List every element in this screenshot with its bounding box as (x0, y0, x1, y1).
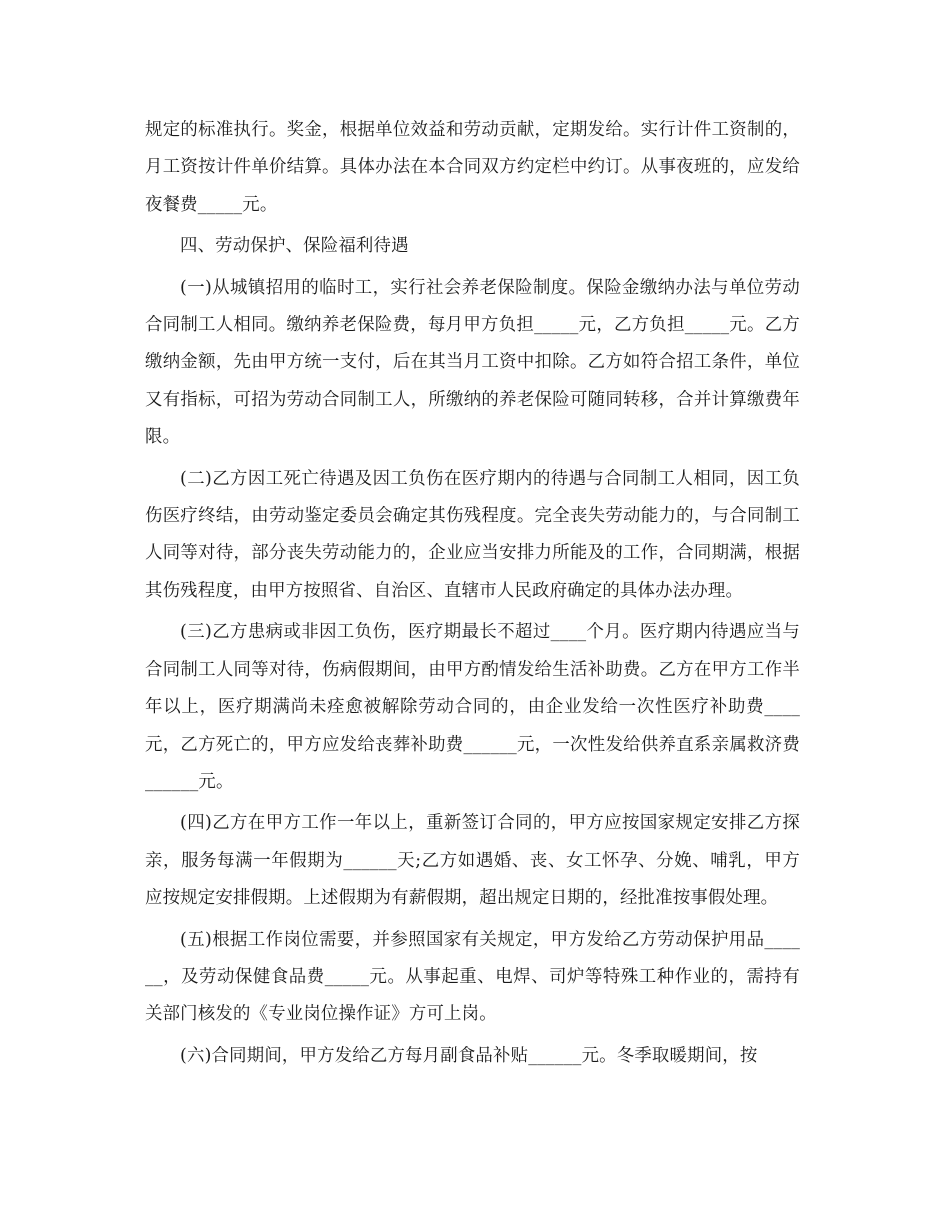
paragraph-item-3: (三)乙方患病或非因工负伤，医疗期最长不超过____个月。医疗期内待遇应当与合同制工人同等对待，伤病假期间，由甲方酌情发给生活补助费。乙方在甲方工作半年以上，医疗期满尚未痊愈被解除劳动合同的，由企业发给一次性医疗补助费____元，乙方死亡的，甲方应发给丧葬补助费______元，一次性发给供养直系亲属救济费______元。 (145, 622, 800, 792)
paragraph-item-1: (一)从城镇招用的临时工，实行社会养老保险制度。保险金缴纳办法与单位劳动合同制工人相同。缴纳养老保险费，每月甲方负担_____元，乙方负担_____元。乙方缴纳金额，先由甲方统一支付，后在其当月工资中扣除。乙方如符合招工条件，单位又有指标，可招为劳动合同制工人，所缴纳的养老保险可随同转移，合并计算缴费年限。 (145, 277, 800, 448)
paragraph-item-5: (五)根据工作岗位需要，并参照国家有关规定，甲方发给乙方劳动保护用品______，及劳动保健食品费_____元。从事起重、电焊、司炉等特殊工种作业的，需持有关部门核发的《专业岗位操作证》方可上岗。 (145, 929, 800, 1025)
paragraph-item-2: (二)乙方因工死亡待遇及因工负伤在医疗期内的待遇与合同制工人相同，因工负伤医疗终结，由劳动鉴定委员会确定其伤残程度。完全丧失劳动能力的，与合同制工人同等对待，部分丧失劳动能力的，企业应当安排力所能及的工作，合同期满，根据其伤残程度，由甲方按照省、自治区、直辖市人民政府确定的具体办法办理。 (145, 468, 800, 601)
paragraph-item-6: (六)合同期间，甲方发给乙方每月副食品补贴______元。冬季取暖期间，按 (180, 1045, 758, 1066)
document-page (145, 112, 800, 1079)
paragraph-item-4: (四)乙方在甲方工作一年以上，重新签订合同的，甲方应按国家规定安排乙方探亲，服务每满一年假期为______天;乙方如遇婚、丧、女工怀孕、分娩、哺乳，甲方应按规定安排假期。上述假期为有薪假期，超出规定日期的，经批准按事假处理。 (145, 813, 800, 909)
section-heading: 四、劳动保护、保险福利待遇 (180, 236, 409, 257)
paragraph-1: 规定的标准执行。奖金，根据单位效益和劳动贡献，定期发给。实行计件工资制的，月工资按计件单价结算。具体办法在本合同双方约定栏中约订。从事夜班的，应发给夜餐费_____元。 (145, 120, 800, 215)
